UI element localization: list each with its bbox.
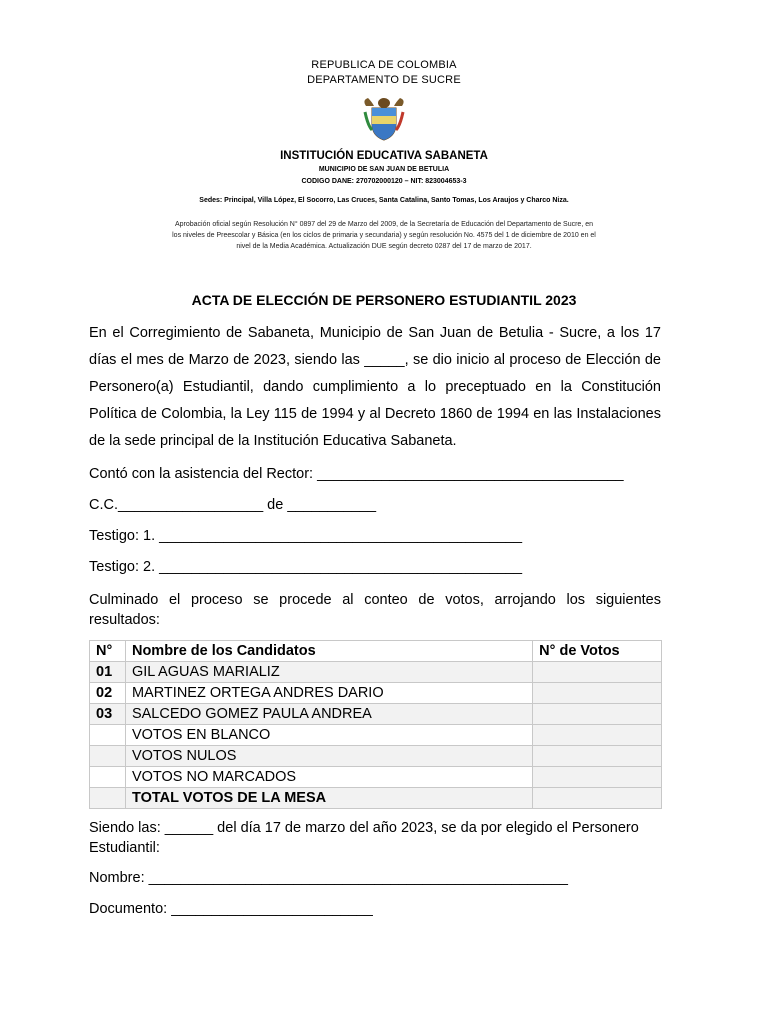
header-approval-line-3: nivel de la Media Académica. Actualización DUE según decreto 0287 del 17 de marzo de 2017. (236, 243, 532, 250)
row-candidate: SALCEDO GOMEZ PAULA ANDREA (125, 704, 532, 725)
intro-text: En el Corregimiento de Sabaneta, Municipio de San Juan de Betulia - Sucre, a los 17 días el mes de Marzo de 2023, siendo las _____, se dio inicio al proceso de Elección de Personero(a) Estudiantil, dando cumplimiento a lo preceptuado en la Constitución Política de Colombia, la Ley 115 de 1994 y al Decreto 1860 de 1994 en las Instalaciones de la sede principal de la Institución Educativa Sabaneta. (89, 325, 661, 449)
header-municipality: MUNICIPIO DE SAN JUAN DE BETULIA (318, 166, 450, 173)
row-candidate: MARTINEZ ORTEGA ANDRES DARIO (125, 683, 532, 704)
row-number (90, 746, 126, 767)
table-row (90, 725, 662, 746)
colombia-coat-of-arms-icon (362, 96, 406, 142)
row-votes (533, 767, 662, 788)
row-candidate: VOTOS NO MARCADOS (125, 767, 532, 788)
row-number: 02 (90, 683, 126, 704)
elected-statement: Siendo las: ______ del día 17 de marzo del año 2023, se da por elegido el Personero Estudiantil: (89, 820, 639, 856)
header-department: DEPARTAMENTO DE SUCRE (307, 74, 461, 86)
table-row (90, 704, 662, 725)
table-row (90, 662, 662, 683)
row-votes (533, 725, 662, 746)
row-number: 03 (90, 704, 126, 725)
witness-2-field: Testigo: 2. _____________________________________________ (89, 559, 523, 575)
header-approval-line-2: los niveles de Preescolar y Básica (en los ciclos de primaria y secundaria) y según resolución No. 4575 del 1 de diciembre de 2010 en el (172, 232, 596, 239)
rector-field: Contó con la asistencia del Rector: ______________________________________ (89, 466, 624, 482)
intro-paragraph (89, 320, 661, 455)
row-votes (533, 704, 662, 725)
table-row (90, 683, 662, 704)
witness-1-field: Testigo: 1. _____________________________________________ (89, 528, 523, 544)
header-school-name: INSTITUCIÓN EDUCATIVA SABANETA (280, 150, 488, 162)
header-campuses: Sedes: Principal, Villa López, El Socorro, Las Cruces, Santa Catalina, Santo Tomas, Los Araujos y Charco Niza. (199, 197, 569, 204)
row-number: 01 (90, 662, 126, 683)
col-header-candidates: Nombre de los Candidatos (125, 641, 532, 662)
row-candidate: VOTOS NULOS (125, 746, 532, 767)
name-field: Nombre: ____________________________________________________ (89, 870, 568, 886)
table-row-total (90, 788, 662, 809)
header-dane-code: CODIGO DANE: 270702000120 – NIT: 823004653-3 (301, 178, 467, 185)
row-number (90, 767, 126, 788)
row-votes (533, 788, 662, 809)
document-title: ACTA DE ELECCIÓN DE PERSONERO ESTUDIANTIL 2023 (191, 292, 577, 308)
table-row (90, 746, 662, 767)
row-total-label: TOTAL VOTOS DE LA MESA (125, 788, 532, 809)
row-number (90, 725, 126, 746)
col-header-number: N° (90, 641, 126, 662)
document-field: Documento: _________________________ (89, 901, 373, 917)
row-votes (533, 746, 662, 767)
results-table (89, 640, 662, 809)
table-row (90, 767, 662, 788)
col-header-votes: N° de Votos (533, 641, 662, 662)
row-candidate: VOTOS EN BLANCO (125, 725, 532, 746)
table-header-row (90, 641, 662, 662)
results-intro: Culminado el proceso se procede al conteo de votos, arrojando los siguientes resultados: (89, 592, 661, 628)
row-votes (533, 662, 662, 683)
row-number (90, 788, 126, 809)
row-candidate: GIL AGUAS MARIALIZ (125, 662, 532, 683)
header-approval-line-1: Aprobación oficial según Resolución N° 0897 del 29 de Marzo del 2009, de la Secretaría de Educación del Departamento de Sucre, en (174, 221, 593, 228)
row-votes (533, 683, 662, 704)
header-country: REPUBLICA DE COLOMBIA (311, 59, 457, 71)
cc-field: C.C.__________________ de ___________ (89, 497, 377, 513)
